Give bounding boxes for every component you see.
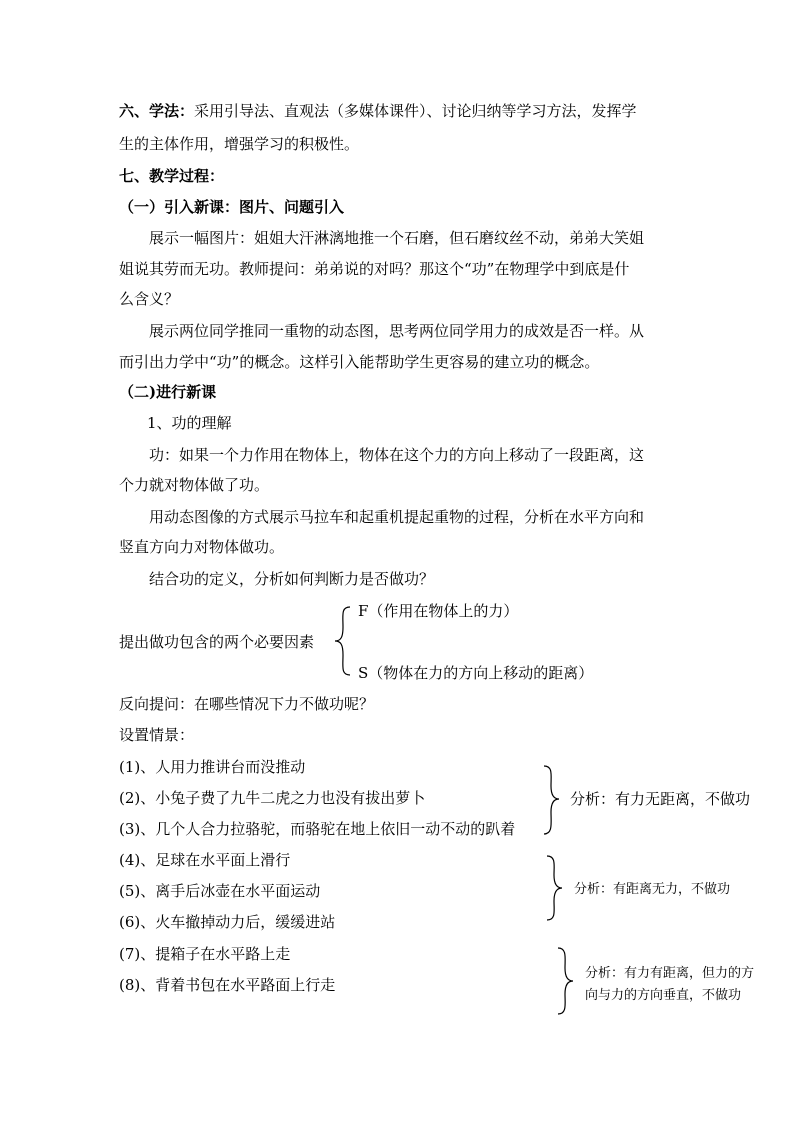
scenario-item-6: (6)、火车撤掉动力后，缓缓进站 — [119, 913, 336, 931]
factors-brace — [330, 601, 356, 681]
section6-text-part1: 采用引导法、直观法（多媒体课件）、讨论归纳等学习方法，发挥学 — [194, 102, 637, 120]
demo-line2: 竖直方向力对物体做功。 — [119, 538, 285, 556]
part1-para2-line1: 展示两位同学推同一重物的动态图，思考两位同学用力的成效是否一样。从 — [149, 322, 645, 340]
scenario-item-7: (7)、提箱子在水平路上走 — [119, 945, 291, 963]
definition-line1: 功：如果一个力作用在物体上，物体在这个力的方向上移动了一段距离，这 — [149, 446, 645, 464]
scenario-label: 设置情景： — [119, 726, 195, 744]
section7-heading: 七、教学过程： — [119, 167, 225, 185]
question-line: 结合功的定义，分析如何判断力是否做功？ — [149, 570, 435, 588]
section6-line1 — [119, 101, 637, 121]
part2-heading: （二)进行新课 — [119, 383, 217, 401]
scenario-item-2: (2)、小兔子费了九牛二虎之力也没有拔出萝卜 — [119, 789, 426, 807]
definition-line2: 个力就对物体做了功。 — [119, 476, 270, 494]
factor-s: S（物体在力的方向上移动的距离） — [358, 664, 594, 682]
part1-para2-line2: 而引出力学中“功”的概念。这样引入能帮助学生更容易的建立功的概念。 — [119, 353, 600, 371]
scenario-item-3: (3)、几个人合力拉骆驼，而骆驼在地上依旧一动不动的趴着 — [119, 820, 516, 838]
scenario-item-4: (4)、足球在水平面上滑行 — [119, 851, 291, 869]
group3-brace — [554, 944, 580, 1018]
group3-analysis-line1: 分析：有力有距离，但力的方 — [585, 966, 755, 981]
part2-sub1: 1、功的理解 — [147, 414, 232, 432]
scenario-item-1: (1)、人用力推讲台而没推动 — [119, 758, 306, 776]
section6-heading: 六、学法： — [119, 102, 195, 120]
factor-f: F（作用在物体上的力） — [358, 602, 519, 620]
group1-brace — [540, 761, 566, 839]
scenario-item-8: (8)、背着书包在水平路面上行走 — [119, 976, 336, 994]
part1-heading: （一）引入新课：图片、问题引入 — [119, 198, 345, 216]
section6-line2: 生的主体作用，增强学习的积极性。 — [119, 135, 360, 153]
group2-analysis: 分析：有距离无力，不做功 — [574, 882, 731, 897]
group1-analysis: 分析：有力无距离，不做功 — [570, 790, 751, 808]
part1-para1-line3: 么含义？ — [119, 290, 180, 308]
scenario-item-5: (5)、离手后冰壶在水平面运动 — [119, 882, 321, 900]
part1-para1-line1: 展示一幅图片：姐姐大汗淋漓地推一个石磨，但石磨纹丝不动，弟弟大笑姐 — [149, 229, 645, 247]
group3-analysis-line2: 向与力的方向垂直，不做功 — [585, 988, 742, 1003]
group2-brace — [543, 852, 569, 924]
reverse-question: 反向提问：在哪些情况下力不做功呢？ — [119, 695, 375, 713]
factors-label: 提出做功包含的两个必要因素 — [119, 633, 315, 651]
part1-para1-line2: 姐说其劳而无功。教师提问：弟弟说的对吗？那这个“功”在物理学中到底是什 — [119, 260, 630, 278]
demo-line1: 用动态图像的方式展示马拉车和起重机提起重物的过程，分析在水平方向和 — [149, 508, 645, 526]
